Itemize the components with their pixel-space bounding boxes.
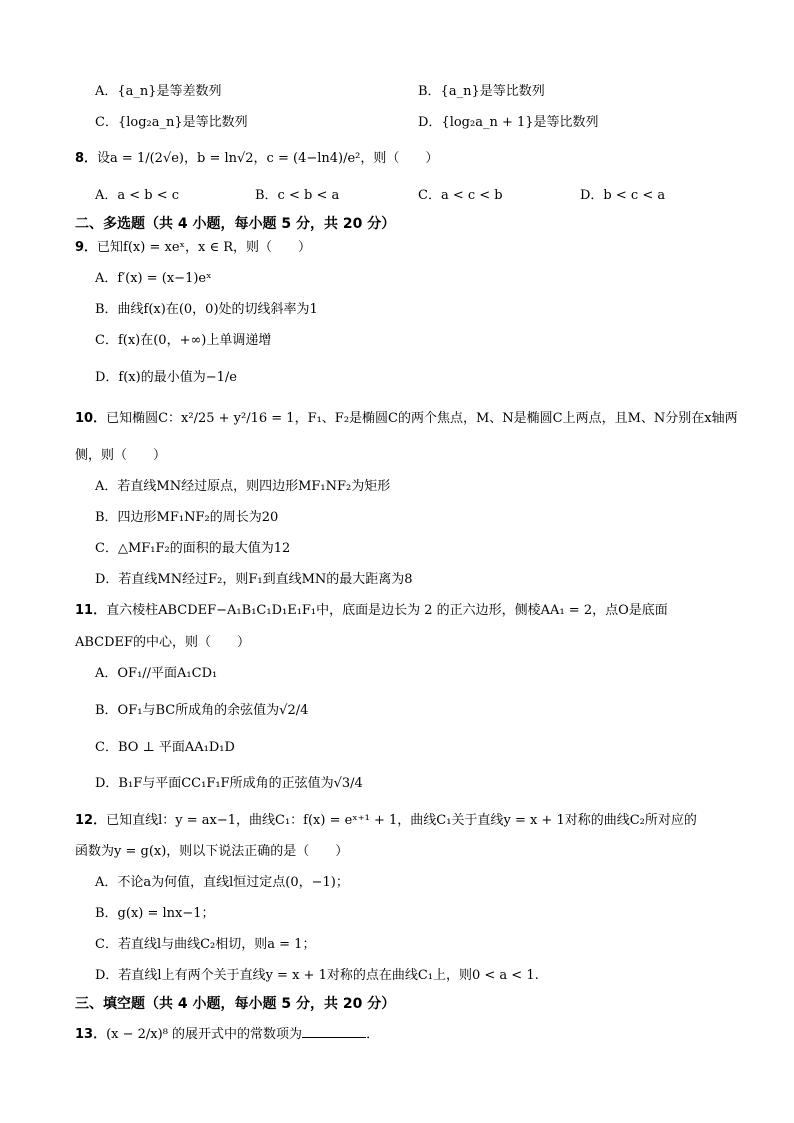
q8-stem-line [75,150,438,168]
q9-option-a: A．f′(x) = (x−1)eˣ [95,271,212,286]
q10-stem-line1 [75,410,738,428]
q8-option-d: D．b < c < a [580,188,666,203]
q9-stem-line [75,239,311,257]
q10-option-d: D．若直线MN经过F₂，则F₁到直线MN的最大距离为8 [95,572,413,587]
q8-stem: 设a = 1/(2√e)，b = ln√2，c = (4−ln4)/e²，则（ ） [97,151,439,166]
q11-stem-line2: ABCDEF的中心，则（ ） [75,635,251,650]
q10-option-a: A．若直线MN经过原点，则四边形MF₁NF₂为矩形 [95,479,391,494]
q12-option-b: B．g(x) = lnx−1； [95,906,215,921]
q10-option-c: C．△MF₁F₂的面积的最大值为12 [95,541,291,556]
section-fill-blank-title: 三、填空题（共 4 小题，每小题 5 分，共 20 分） [75,996,396,1012]
q8-option-c: C．a < c < b [418,188,503,203]
q11-number: 11． [75,603,107,618]
q7-option-a: A．{a_n}是等差数列 [95,84,222,99]
q13-stem-line [75,1025,379,1044]
q11-stem-line1 [75,602,668,620]
q9-option-b: B．曲线f(x)在(0，0)处的切线斜率为1 [95,302,318,317]
section-multiple-choice-title: 二、多选题（共 4 小题，每小题 5 分，共 20 分） [75,216,396,232]
q12-number: 12． [75,813,107,828]
q12-option-c: C．若直线l与曲线C₂相切，则a = 1； [95,937,316,952]
q7-option-d: D．{log₂a_n + 1}是等比数列 [418,115,599,130]
q9-number: 9． [75,240,98,255]
q12-stem-line2: 函数为y = g(x)，则以下说法正确的是（ ） [75,844,349,859]
q13-number: 13． [75,1027,107,1042]
q7-option-b: B．{a_n}是等比数列 [418,84,545,99]
q7-option-c: C．{log₂a_n}是等比数列 [95,115,248,130]
q12-stem-line1 [75,812,697,830]
q10-stem-line2: 侧，则（ ） [75,448,167,463]
q12-option-a: A．不论a为何值，直线l恒过定点(0，−1)； [95,875,349,890]
q9-option-c: C．f(x)在(0，+∞)上单调递增 [95,333,272,348]
q13-stem: (x − 2/x)⁸ 的展开式中的常数项为 [106,1027,303,1042]
q12-stem: 已知直线l：y = ax−1，曲线C₁：f(x) = eˣ⁺¹ + 1，曲线C₁关于直线y = x + 1对称的曲线C₂所对应的 [106,813,697,828]
q12-option-d: D．若直线l上有两个关于直线y = x + 1对称的点在曲线C₁上，则0 < a < 1. [95,968,539,983]
q10-option-b: B．四边形MF₁NF₂的周长为20 [95,510,279,525]
q11-option-b: B．OF₁与BC所成角的余弦值为√2/4 [95,703,309,718]
q8-option-b: B．c < b < a [255,188,340,203]
q9-stem: 已知f(x) = xeˣ，x ∈ R，则（ ） [97,240,312,255]
q13-end: ． [366,1027,380,1042]
q8-option-a: A．a < b < c [95,188,180,203]
q11-option-a: A．OF₁//平面A₁CD₁ [95,666,218,681]
q8-number: 8． [75,151,98,166]
q10-number: 10． [75,411,107,426]
q10-stem: 已知椭圆C：x²/25 + y²/16 = 1，F₁、F₂是椭圆C的两个焦点，M、N是椭圆C上两点，且M、N分别在x轴两 [106,411,738,426]
q11-option-d: D．B₁F与平面CC₁F₁F所成角的正弦值为√3/4 [95,776,363,791]
q11-stem: 直六棱柱ABCDEF−A₁B₁C₁D₁E₁F₁中，底面是边长为 2 的正六边形，侧棱AA₁ = 2，点O是底面 [106,603,668,618]
q9-option-d: D．f(x)的最小值为−1/e [95,370,237,385]
q13-answer-blank[interactable] [302,1025,366,1038]
q11-option-c: C．BO ⊥ 平面AA₁D₁D [95,740,235,755]
